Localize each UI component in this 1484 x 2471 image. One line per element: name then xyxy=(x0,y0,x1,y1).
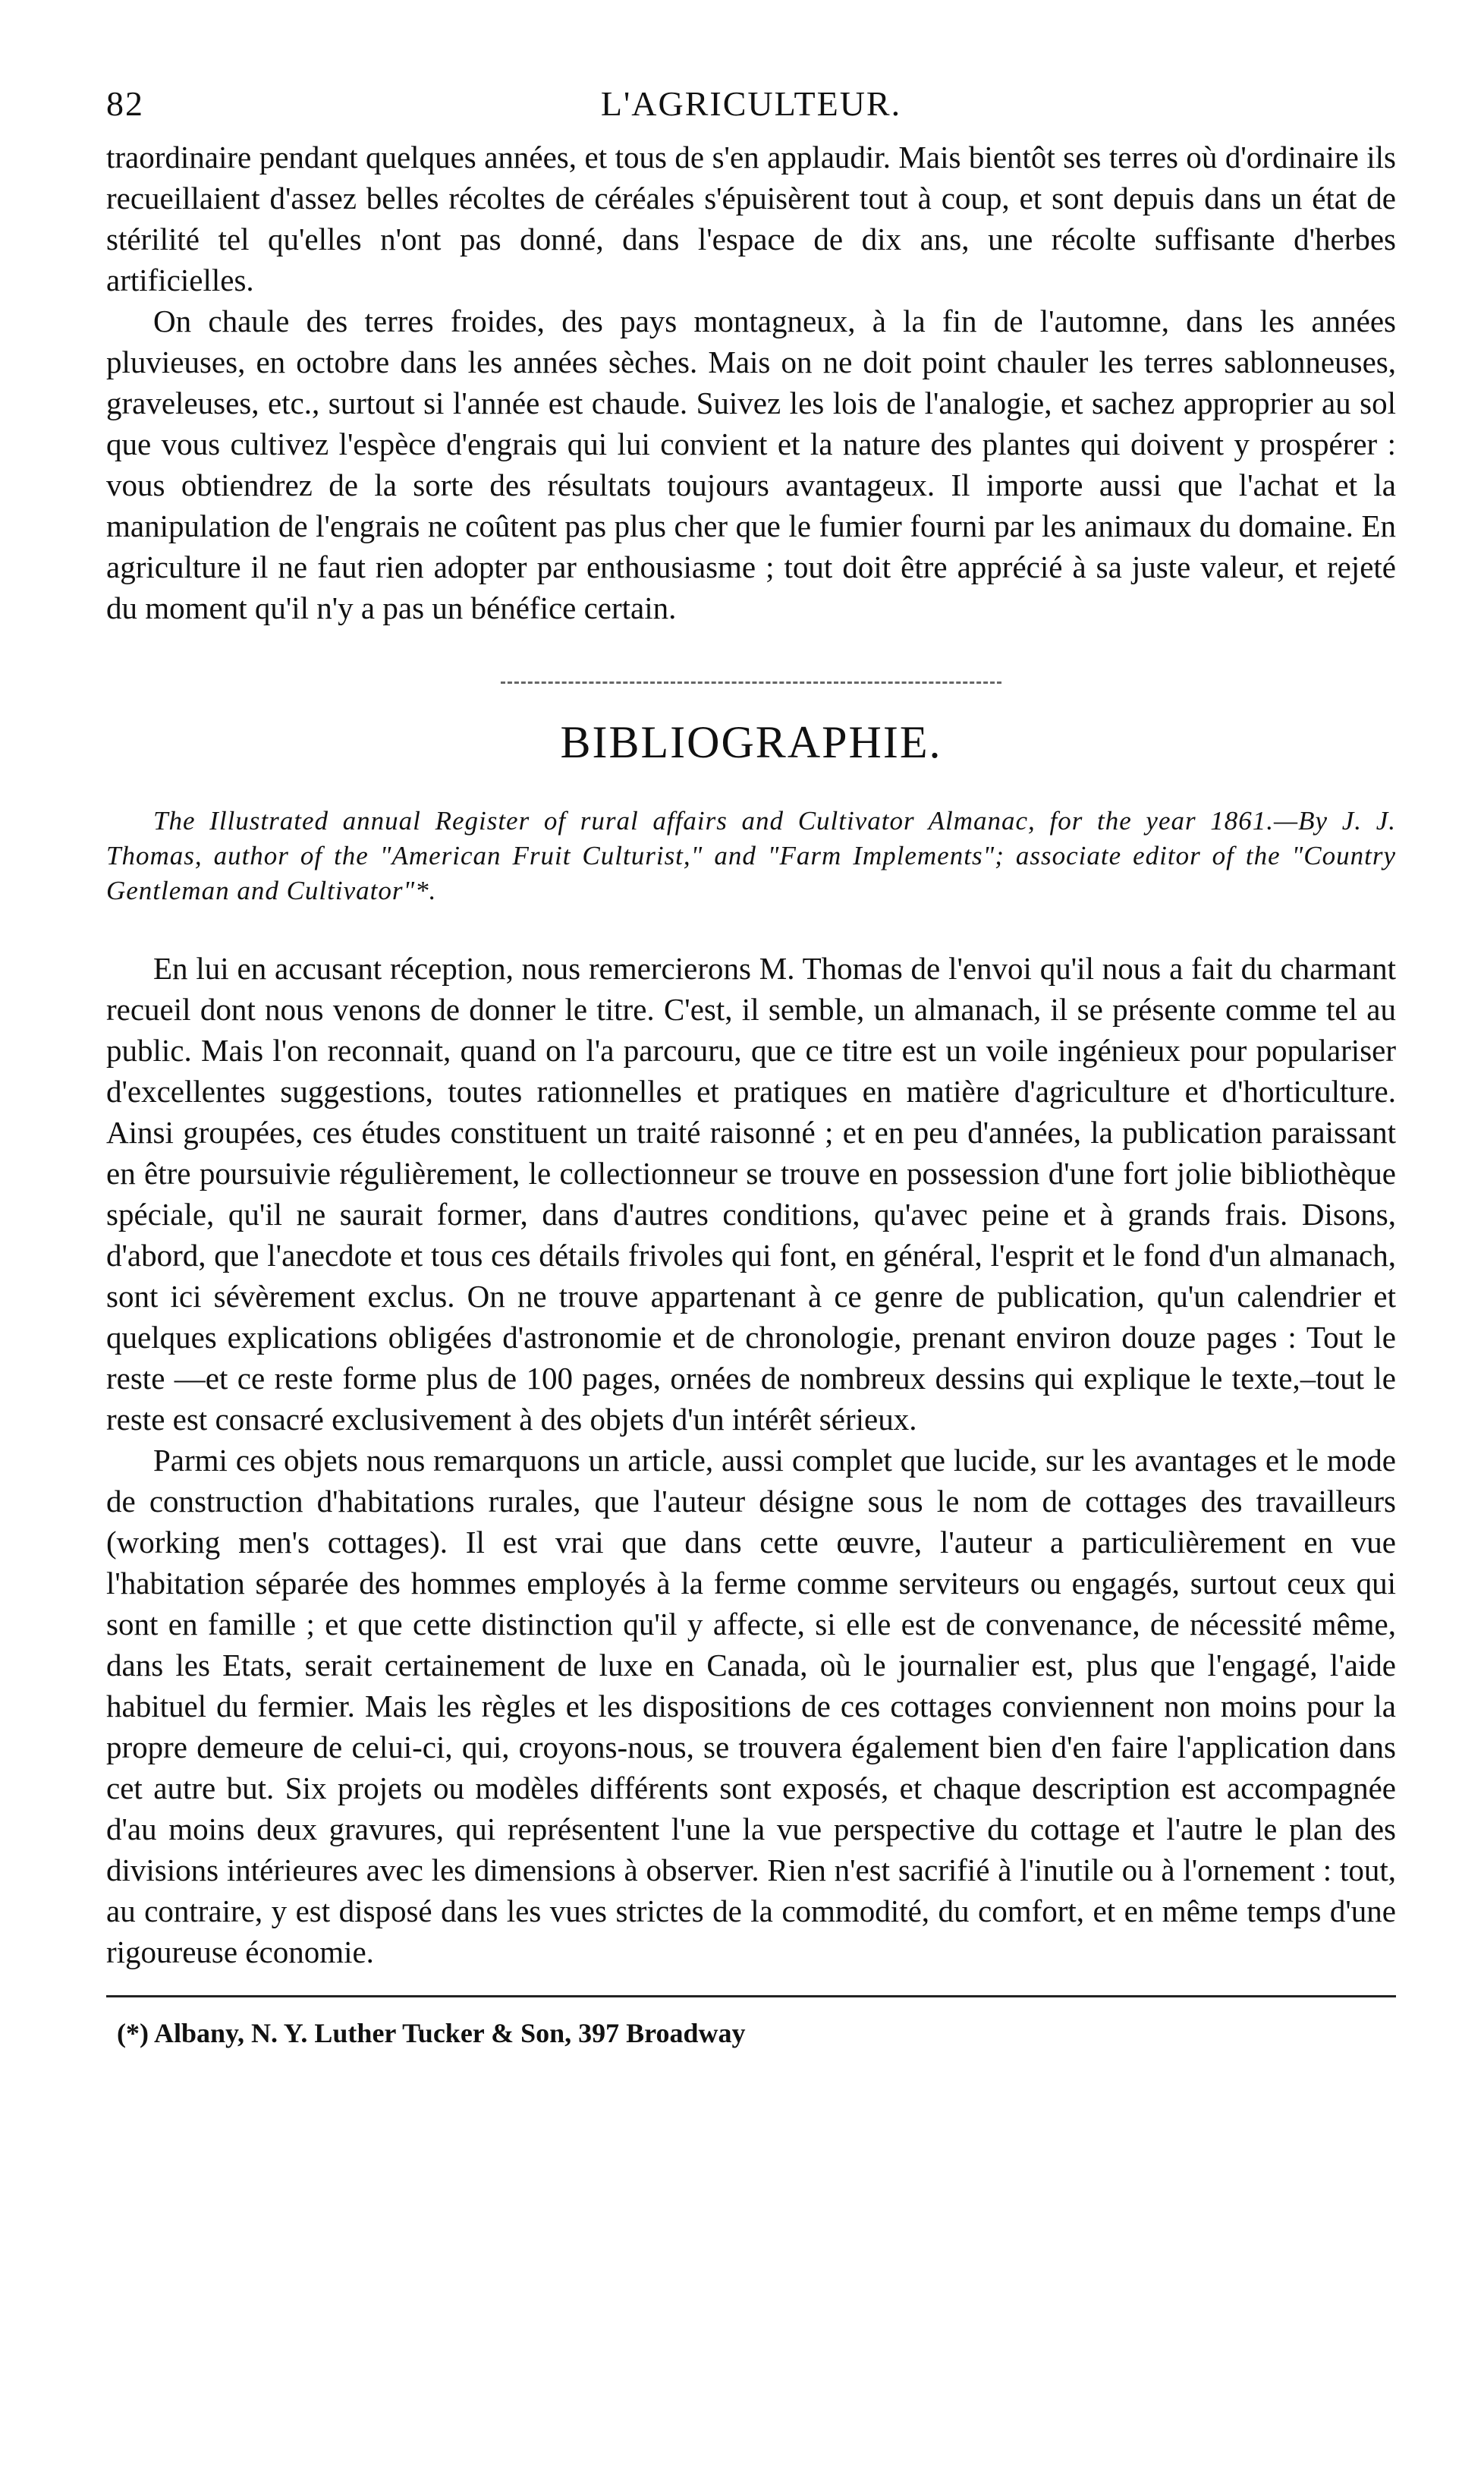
footnote: (*) Albany, N. Y. Luther Tucker & Son, 397 Broadway xyxy=(117,2018,746,2048)
paragraph: Parmi ces objets nous remarquons un article, aussi complet que lucide, sur les avantages et le mode de construction d'habitations rurales, que l'auteur désigne sous le nom de cottages des travailleurs (working men's cottages). Il est vrai que dans cette œuvre, l'auteur a particulièrement en vue l'habitation séparée des hommes employés à la ferme comme serviteurs ou engagés, surtout ceux qui sont en famille ; et que cette distinction qu'il y affecte, si elle est de convenance, de nécessité même, dans les Etats, serait certainement de luxe en Canada, où le journalier est, plus que l'engagé, l'aide habituel du fermier. Mais les règles et les dispositions de ces cottages conviennent non moins pour la propre demeure de celui-ci, qui, croyons-nous, se trouvera également bien d'en faire l'application dans cet autre but. Six projets ou modèles différents sont exposés, et chaque description est accompagnée d'au moins deux gravures, qui représentent l'une la vue perspective du cottage et l'autre le plan des divisions intérieures avec les dimensions à observer. Rien n'est sacrifié à l'inutile ou à l'ornement : tout, au contraire, y est disposé dans les vues strictes de la commodité, du comfort, et en même temps d'une rigoureuse économie. xyxy=(106,1443,1396,1969)
section-divider xyxy=(501,681,1001,686)
paragraph: On chaule des terres froides, des pays montagneux, à la fin de l'automne, dans les années pluvieuses, en octobre dans les années sèches. Mais on ne doit point chauler les terres sablonneuses, graveleuses, etc., surtout si l'année est chaude. Suivez les lois de l'analogie, et sachez approprier au sol que vous cultivez l'espèce d'engrais qui lui convient et la nature des plantes qui doivent y prospérer : vous obtiendrez de la sorte des résultats toujours avantageux. Il importe aussi que l'achat et la manipulation de l'engrais ne coûtent pas plus cher que le fumier fourni par les animaux du domaine. En agriculture il ne faut rien adopter par enthousiasme ; tout doit être apprécié à sa juste valeur, et rejeté du moment qu'il n'y a pas un bénéfice certain. xyxy=(106,304,1396,625)
book-citation: The Illustrated annual Register of rural affairs and Cultivator Almanac, for the year 1861.—By J. J. Thomas, author of the "American Fruit Culturist," and "Farm Implements"; associate editor of the "Country Gentleman and Cultivator"*. xyxy=(106,806,1396,905)
document-page xyxy=(106,83,1396,2049)
article-body xyxy=(106,137,1396,628)
journal-title: L'AGRICULTEUR. xyxy=(600,84,902,123)
review-body xyxy=(106,948,1396,1972)
running-header xyxy=(106,83,1396,137)
footnote-divider xyxy=(106,1995,1396,1997)
paragraph: En lui en accusant réception, nous remercierons M. Thomas de l'envoi qu'il nous a fait du charmant recueil dont nous venons de donner le titre. C'est, il semble, un almanach, il se présente comme tel au public. Mais l'on reconnait, quand on l'a parcouru, que ce titre est un voile ingénieux pour populariser d'excellentes suggestions, toutes rationnelles et pratiques en matière d'agriculture et d'horticulture. Ainsi groupées, ces études constituent un traité raisonné ; et en peu d'années, la publication paraissant en être poursuivie régulièrement, le collectionneur se trouve en possession d'une fort jolie bibliothèque spéciale, qu'il ne saurait former, dans d'autres conditions, qu'avec peine et à grands frais. Disons, d'abord, que l'anecdote et tous ces détails frivoles qui font, en général, l'esprit et le fond d'un almanach, sont ici sévèrement exclus. On ne trouve appartenant à ce genre de publication, qu'un calendrier et quelques explications obligées d'astronomie et de chronologie, prenant environ douze pages : Tout le reste —et ce reste forme plus de 100 pages, ornées de nombreux dessins qui explique le texte,–tout le reste est consacré exclusivement à des objets d'un intérêt sérieux. xyxy=(106,951,1396,1437)
section-title: BIBLIOGRAPHIE. xyxy=(560,717,942,767)
paragraph: traordinaire pendant quelques années, et tous de s'en applaudir. Mais bientôt ses terres où d'ordinaire ils recueillaient d'assez belles récoltes de céréales s'épuisèrent tout à coup, et sont depuis dans un état de stérilité tel qu'elles n'ont pas donné, dans l'espace de dix ans, une récolte suffisante d'herbes artificielles. xyxy=(106,140,1396,297)
page-number: 82 xyxy=(106,84,144,123)
